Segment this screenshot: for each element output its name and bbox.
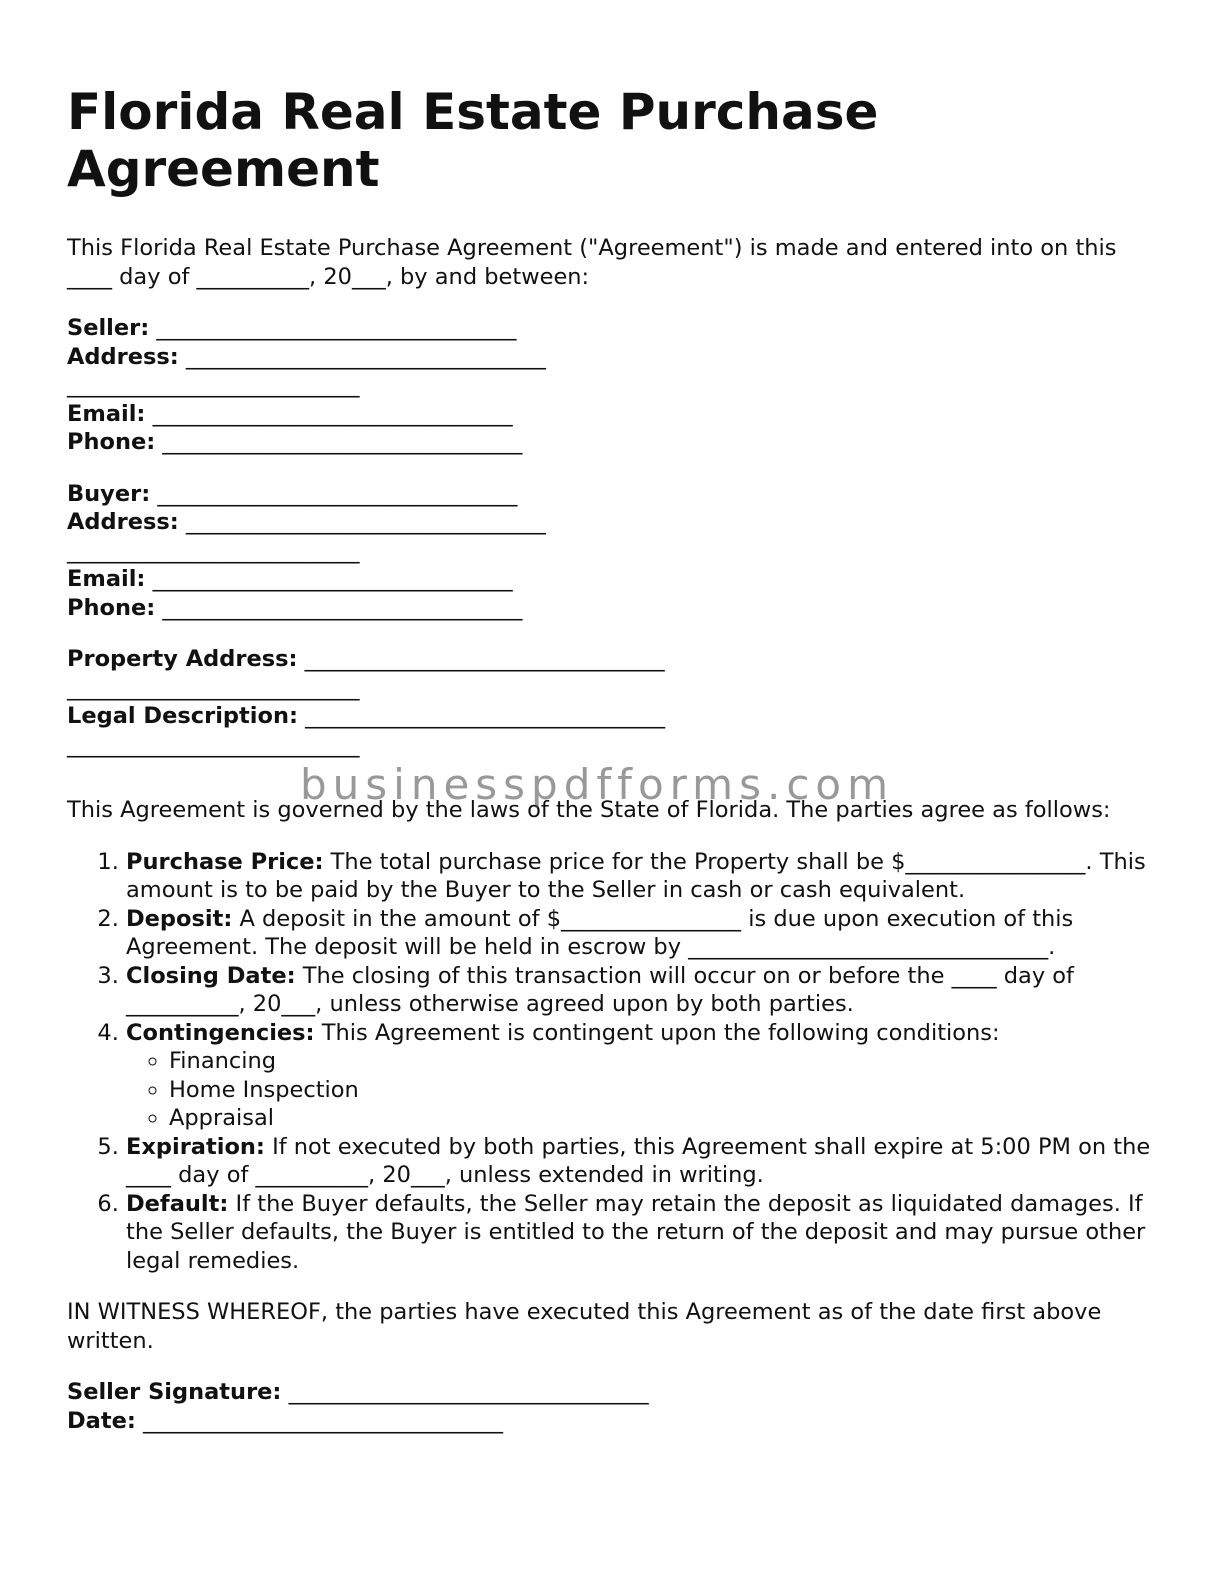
term-deposit — [126, 905, 1157, 962]
watermark-text: businesspdfforms.com — [300, 760, 895, 809]
term-label: Expiration: — [126, 1133, 265, 1160]
term-text: A deposit in the amount of $________________ is due upon execution of this Agreement. The deposit will be held in escrow by ________________________________. — [126, 905, 1074, 960]
document-title: Florida Real Estate Purchase Agreement — [67, 83, 879, 198]
buyer-email-field[interactable]: ________________________________ — [145, 566, 513, 592]
contingency-item: ◦ Appraisal — [169, 1104, 1157, 1133]
seller-name-label: Seller: — [67, 315, 150, 341]
seller-address-cont-field[interactable]: __________________________ — [67, 372, 360, 398]
terms-list — [67, 848, 1157, 1276]
term-text: The total purchase price for the Property shall be $________________. This amount is to be paid by the Buyer to the Seller in cash or cash equivalent. — [126, 848, 1146, 903]
buyer-phone-field[interactable]: ________________________________ — [155, 594, 523, 621]
term-label: Default: — [126, 1190, 229, 1217]
term-label: Closing Date: — [126, 962, 296, 989]
term-default — [126, 1190, 1157, 1276]
seller-info — [67, 314, 1157, 457]
term-text: If the Buyer defaults, the Seller may retain the deposit as liquidated damages. If the Seller defaults, the Buyer is entitled to the return of the deposit and may pursue other legal remedies. — [126, 1190, 1146, 1274]
contingency-item: ◦ Financing — [169, 1047, 1157, 1076]
seller-phone-field[interactable]: ________________________________ — [155, 429, 523, 455]
buyer-address-label: Address: — [67, 509, 179, 535]
intro-paragraph: This Florida Real Estate Purchase Agreement ("Agreement") is made and entered into on this ____ day of __________, 20___, by and between: — [67, 235, 1117, 290]
term-label: Deposit: — [126, 905, 233, 932]
governing-law-paragraph: This Agreement is governed by the laws of the State of Florida. The parties agree as follows: — [67, 797, 1111, 823]
legal-description-cont-field[interactable]: __________________________ — [67, 731, 360, 758]
term-expiration — [126, 1133, 1157, 1190]
buyer-address-cont-field[interactable]: __________________________ — [67, 537, 360, 564]
legal-description-field[interactable]: ________________________________ — [297, 703, 666, 729]
buyer-name-label: Buyer: — [67, 480, 151, 507]
term-text: If not executed by both parties, this Agreement shall expire at 5:00 PM on the ____ day of __________, 20___, unless extended in writing. — [126, 1133, 1151, 1188]
contingency-item: ◦ Home Inspection — [169, 1076, 1157, 1105]
date-field[interactable]: ________________________________ — [135, 1407, 504, 1434]
seller-address-field[interactable]: ________________________________ — [178, 343, 546, 370]
seller-address-label: Address: — [67, 343, 179, 370]
property-info — [67, 645, 1157, 759]
buyer-name-field[interactable]: ________________________________ — [150, 480, 518, 507]
seller-signature-label: Seller Signature: — [67, 1379, 282, 1405]
signature-block — [67, 1378, 1157, 1435]
seller-email-label: Email: — [67, 400, 146, 427]
term-closing-date — [126, 962, 1157, 1019]
property-address-field[interactable]: ________________________________ — [297, 646, 665, 672]
seller-email-field[interactable]: ________________________________ — [145, 400, 513, 427]
seller-name-field[interactable]: ________________________________ — [149, 315, 517, 341]
property-address-label: Property Address: — [67, 646, 298, 672]
term-label: Purchase Price: — [126, 848, 324, 875]
witness-paragraph: IN WITNESS WHEREOF, the parties have executed this Agreement as of the date first above written. — [67, 1299, 1102, 1354]
buyer-address-field[interactable]: ________________________________ — [178, 509, 546, 535]
term-purchase-price — [126, 848, 1157, 905]
date-label: Date: — [67, 1407, 136, 1434]
property-address-cont-field[interactable]: __________________________ — [67, 674, 360, 701]
term-contingencies — [126, 1019, 1157, 1133]
seller-phone-label: Phone: — [67, 429, 156, 455]
buyer-email-label: Email: — [67, 566, 146, 592]
legal-description-label: Legal Description: — [67, 703, 298, 729]
term-label: Contingencies: — [126, 1019, 315, 1046]
buyer-info — [67, 480, 1157, 623]
contingency-list — [126, 1047, 1157, 1133]
term-text: The closing of this transaction will occur on or before the ____ day of __________, 20___, unless otherwise agreed upon by both parties. — [126, 962, 1074, 1017]
buyer-phone-label: Phone: — [67, 594, 156, 621]
term-text: This Agreement is contingent upon the following conditions: — [314, 1019, 1000, 1046]
seller-signature-field[interactable]: ________________________________ — [281, 1379, 649, 1405]
